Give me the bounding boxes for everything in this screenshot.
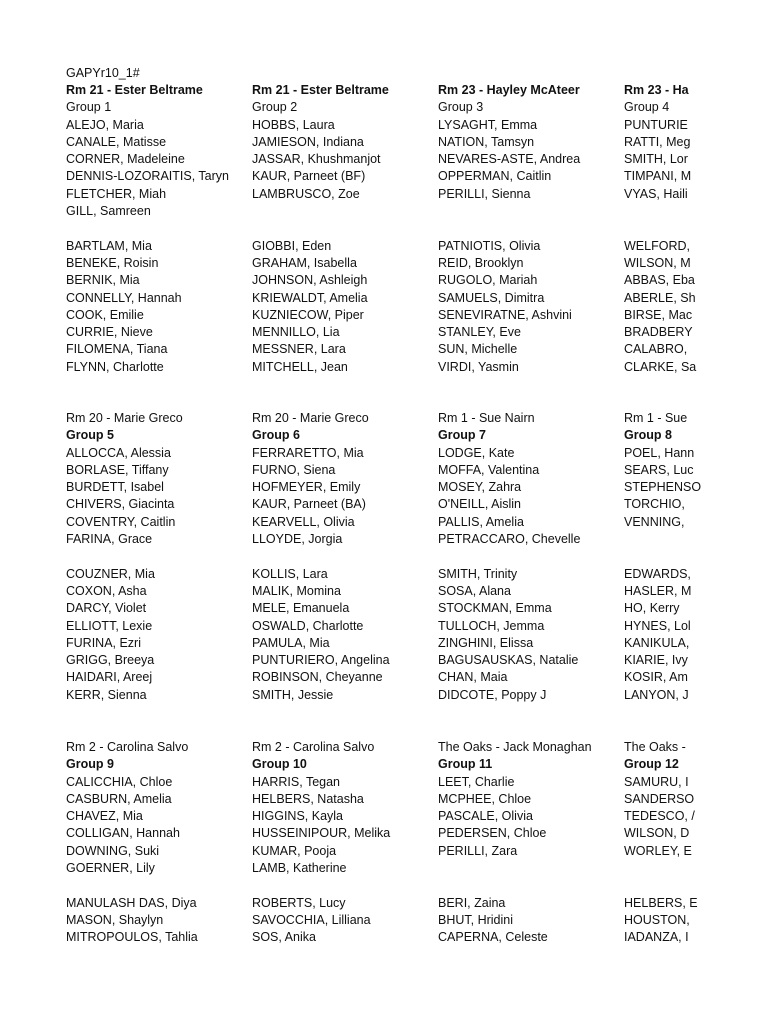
group-label: Group 8 [624, 428, 672, 443]
student-name: CHIVERS, Giacinta [66, 497, 175, 512]
student-name: PETRACCARO, Chevelle [438, 532, 581, 547]
group-label: Group 6 [252, 428, 300, 443]
group-label: Group 12 [624, 757, 679, 772]
student-name: KUMAR, Pooja [252, 843, 337, 858]
student-name: LANYON, J [624, 687, 689, 702]
student-name: SMITH, Trinity [438, 566, 518, 581]
student-name: GILL, Samreen [66, 204, 151, 219]
student-name: MANULASH DAS, Diya [66, 895, 197, 910]
group-column [438, 739, 592, 947]
student-name: GRAHAM, Isabella [252, 255, 357, 270]
group-column [438, 82, 580, 376]
student-name: LAMBRUSCO, Zoe [252, 186, 360, 201]
student-name: PUNTURIE [624, 117, 688, 132]
group-label: Group 2 [252, 100, 298, 115]
group-column [624, 739, 698, 947]
group-label: Group 11 [438, 757, 493, 772]
student-name: BORLASE, Tiffany [66, 462, 169, 477]
group-label: Group 7 [438, 428, 486, 443]
room-label: Rm 20 - Marie Greco [66, 411, 183, 425]
student-name: BERI, Zaina [438, 895, 506, 910]
student-name: OSWALD, Charlotte [252, 618, 364, 633]
student-name: MALIK, Momina [252, 583, 341, 598]
student-name: SOS, Anika [252, 930, 316, 945]
group-column [438, 410, 580, 704]
student-name: SUN, Michelle [438, 342, 518, 357]
student-name: WILSON, D [624, 826, 690, 841]
student-name: MITROPOULOS, Tahlia [66, 930, 198, 945]
student-name: ELLIOTT, Lexie [66, 618, 153, 633]
student-name: DARCY, Violet [66, 601, 147, 616]
group-column [66, 739, 198, 947]
student-name: COUZNER, Mia [66, 566, 155, 581]
student-name: KANIKULA, [624, 635, 690, 650]
student-name: KEARVELL, Olivia [252, 514, 355, 529]
room-label: Rm 21 - Ester Beltrame [252, 83, 389, 97]
student-name: KIARIE, Ivy [624, 653, 688, 668]
group-column [252, 82, 389, 376]
student-name: CALABRO, [624, 342, 688, 357]
student-name: SENEVIRATNE, Ashvini [438, 307, 572, 322]
student-name: BERNIK, Mia [66, 273, 140, 288]
student-name: HYNES, Lol [624, 618, 691, 633]
room-label: The Oaks - Jack Monaghan [438, 740, 592, 754]
student-name: PASCALE, Olivia [438, 809, 533, 824]
document-title: GAPYr10_1# [66, 66, 140, 80]
student-name: ZINGHINI, Elissa [438, 635, 534, 650]
group-column [624, 410, 701, 704]
student-name: CONNELLY, Hannah [66, 290, 182, 305]
student-name: SAMURU, I [624, 774, 689, 789]
student-name: VENNING, [624, 514, 685, 529]
student-name: CLARKE, Sa [624, 359, 697, 374]
student-name: CASBURN, Amelia [66, 791, 172, 806]
room-label: Rm 1 - Sue [624, 411, 688, 425]
room-label: Rm 21 - Ester Beltrame [66, 83, 203, 97]
group-label: Group 5 [66, 428, 114, 443]
student-name: ROBERTS, Lucy [252, 895, 346, 910]
group-column [252, 410, 390, 704]
student-name: HELBERS, Natasha [252, 791, 364, 806]
student-name: HOUSTON, [624, 912, 690, 927]
group-column [66, 82, 229, 376]
group-label: Group 4 [624, 100, 670, 115]
student-name: DENNIS-LOZORAITIS, Taryn [66, 169, 229, 184]
student-name: DOWNING, Suki [66, 843, 160, 858]
student-name: LYSAGHT, Emma [438, 117, 538, 132]
student-name: NEVARES-ASTE, Andrea [438, 152, 581, 167]
student-name: LODGE, Kate [438, 445, 515, 460]
student-name: STOCKMAN, Emma [438, 601, 552, 616]
student-name: IADANZA, I [624, 930, 689, 945]
student-name: KOLLIS, Lara [252, 566, 328, 581]
student-name: LLOYDE, Jorgia [252, 532, 343, 547]
group-column [66, 410, 183, 704]
room-label: The Oaks - [624, 740, 686, 754]
student-name: NATION, Tamsyn [438, 134, 535, 149]
student-name: SEARS, Luc [624, 462, 694, 477]
student-name: COOK, Emilie [66, 307, 144, 322]
student-name: TEDESCO, / [624, 809, 695, 824]
student-name: PEDERSEN, Chloe [438, 826, 547, 841]
student-name: WILSON, M [624, 255, 691, 270]
student-name: PALLIS, Amelia [438, 514, 524, 529]
student-name: HELBERS, E [624, 895, 698, 910]
student-name: FLYNN, Charlotte [66, 359, 164, 374]
student-name: COLLIGAN, Hannah [66, 826, 180, 841]
student-name: ALLOCCA, Alessia [66, 445, 171, 460]
student-name: GIOBBI, Eden [252, 238, 332, 253]
student-name: CHAN, Maia [438, 670, 508, 685]
group-column [624, 82, 696, 376]
student-name: ABERLE, Sh [624, 290, 696, 305]
student-name: FILOMENA, Tiana [66, 342, 168, 357]
room-label: Rm 20 - Marie Greco [252, 411, 369, 425]
student-name: HARRIS, Tegan [252, 774, 341, 789]
student-name: KRIEWALDT, Amelia [252, 290, 368, 305]
student-name: JAMIESON, Indiana [252, 134, 364, 149]
student-name: KAUR, Parneet (BF) [252, 169, 366, 184]
student-name: WORLEY, E [624, 843, 692, 858]
student-name: BAGUSAUSKAS, Natalie [438, 653, 579, 668]
student-name: HASLER, M [624, 583, 692, 598]
student-name: SMITH, Lor [624, 152, 688, 167]
room-label: Rm 1 - Sue Nairn [438, 411, 535, 425]
student-name: MOSEY, Zahra [438, 480, 522, 495]
room-label: Rm 2 - Carolina Salvo [66, 740, 189, 754]
student-name: VYAS, Haili [624, 186, 688, 201]
student-name: SAVOCCHIA, Lilliana [252, 912, 371, 927]
student-name: CALICCHIA, Chloe [66, 774, 173, 789]
student-name: LEET, Charlie [438, 774, 515, 789]
student-name: KAUR, Parneet (BA) [252, 497, 366, 512]
student-name: HUSSEINIPOUR, Melika [252, 826, 391, 841]
student-name: SAMUELS, Dimitra [438, 290, 545, 305]
group-label: Group 10 [252, 757, 307, 772]
student-name: PATNIOTIS, Olivia [438, 238, 541, 253]
student-name: BRADBERY [624, 325, 693, 340]
student-name: SOSA, Alana [438, 583, 511, 598]
student-name: HAIDARI, Areej [66, 670, 153, 685]
room-label: Rm 23 - Ha [624, 83, 689, 97]
student-name: MITCHELL, Jean [252, 359, 348, 374]
student-name: FARINA, Grace [66, 532, 153, 547]
student-name: ABBAS, Eba [624, 273, 695, 288]
student-name: SANDERSO [624, 791, 695, 806]
student-name: BHUT, Hridini [438, 912, 514, 927]
student-name: MASON, Shaylyn [66, 912, 164, 927]
student-name: RUGOLO, Mariah [438, 273, 538, 288]
student-name: COXON, Asha [66, 583, 147, 598]
student-name: CANALE, Matisse [66, 134, 167, 149]
room-label: Rm 2 - Carolina Salvo [252, 740, 375, 754]
student-name: FURINA, Ezri [66, 635, 141, 650]
student-name: BIRSE, Mac [624, 307, 693, 322]
student-name: BARTLAM, Mia [66, 238, 152, 253]
student-name: HIGGINS, Kayla [252, 809, 343, 824]
student-name: FERRARETTO, Mia [252, 445, 364, 460]
student-name: COVENTRY, Caitlin [66, 514, 176, 529]
group-label: Group 1 [66, 100, 112, 115]
student-name: HOBBS, Laura [252, 117, 335, 132]
student-name: TORCHIO, [624, 497, 685, 512]
student-name: JASSAR, Khushmanjot [252, 152, 381, 167]
group-column [252, 739, 390, 947]
student-name: WELFORD, [624, 238, 690, 253]
student-name: RATTI, Meg [624, 134, 691, 149]
student-name: BENEKE, Roisin [66, 255, 159, 270]
student-name: JOHNSON, Ashleigh [252, 273, 368, 288]
student-name: PERILLI, Sienna [438, 186, 531, 201]
student-name: ROBINSON, Cheyanne [252, 670, 383, 685]
student-name: BURDETT, Isabel [66, 480, 164, 495]
student-name: LAMB, Katherine [252, 861, 347, 876]
student-name: GOERNER, Lily [66, 861, 155, 876]
student-name: PAMULA, Mia [252, 635, 330, 650]
student-name: HO, Kerry [624, 601, 680, 616]
student-name: ALEJO, Maria [66, 117, 144, 132]
student-name: PERILLI, Zara [438, 843, 518, 858]
student-name: OPPERMAN, Caitlin [438, 169, 552, 184]
student-name: KERR, Sienna [66, 687, 147, 702]
student-name: MESSNER, Lara [252, 342, 346, 357]
student-name: MCPHEE, Chloe [438, 791, 532, 806]
student-name: MENNILLO, Lia [252, 325, 340, 340]
group-label: Group 9 [66, 757, 114, 772]
student-name: POEL, Hann [624, 445, 695, 460]
student-name: STANLEY, Eve [438, 325, 521, 340]
student-name: CORNER, Madeleine [66, 152, 185, 167]
student-name: CHAVEZ, Mia [66, 809, 143, 824]
student-name: O'NEILL, Aislin [438, 497, 521, 512]
student-name: MOFFA, Valentina [438, 462, 540, 477]
room-label: Rm 23 - Hayley McAteer [438, 83, 580, 97]
student-name: CURRIE, Nieve [66, 325, 153, 340]
student-name: KUZNIECOW, Piper [252, 307, 364, 322]
group-label: Group 3 [438, 100, 484, 115]
student-name: MELE, Emanuela [252, 601, 350, 616]
student-name: REID, Brooklyn [438, 255, 524, 270]
student-name: HOFMEYER, Emily [252, 480, 361, 495]
student-name: CAPERNA, Celeste [438, 930, 548, 945]
student-name: TIMPANI, M [624, 169, 692, 184]
student-name: FURNO, Siena [252, 462, 336, 477]
student-name: FLETCHER, Miah [66, 186, 167, 201]
student-name: STEPHENSO [624, 480, 702, 495]
student-name: DIDCOTE, Poppy J [438, 687, 547, 702]
student-name: PUNTURIERO, Angelina [252, 653, 390, 668]
student-name: SMITH, Jessie [252, 687, 334, 702]
student-name: KOSIR, Am [624, 670, 688, 685]
student-name: GRIGG, Breeya [66, 653, 155, 668]
student-name: TULLOCH, Jemma [438, 618, 545, 633]
student-name: EDWARDS, [624, 566, 691, 581]
student-name: VIRDI, Yasmin [438, 359, 519, 374]
